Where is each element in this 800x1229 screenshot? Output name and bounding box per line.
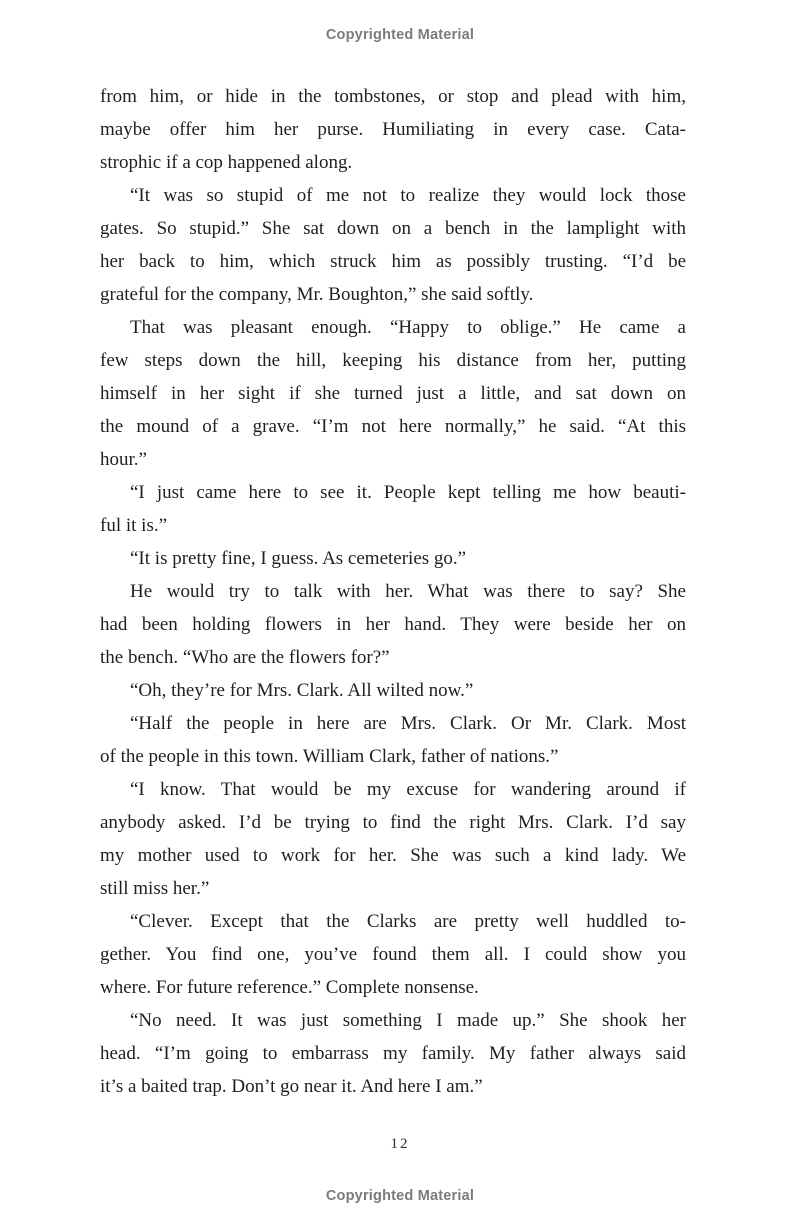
text-line: had been holding flowers in her hand. They were beside her on	[100, 614, 686, 635]
text-line: anybody asked. I’d be trying to find the right Mrs. Clark. I’d say	[100, 812, 686, 833]
text-line: of the people in this town. William Clark, father of nations.”	[100, 746, 559, 767]
text-line: “I just came here to see it. People kept telling me how beauti-	[130, 482, 686, 503]
text-line: her back to him, which struck him as possibly trusting. “I’d be	[100, 251, 686, 272]
text-line: still miss her.”	[100, 878, 210, 899]
text-line: “It was so stupid of me not to realize they would lock those	[130, 185, 686, 206]
text-line: maybe offer him her purse. Humiliating in every case. Cata-	[100, 119, 686, 140]
text-line: few steps down the hill, keeping his distance from her, putting	[100, 350, 686, 371]
text-line: “Oh, they’re for Mrs. Clark. All wilted now.”	[130, 680, 474, 701]
text-line: ful it is.”	[100, 515, 168, 536]
text-line: himself in her sight if she turned just a little, and sat down on	[100, 383, 686, 404]
text-line: gates. So stupid.” She sat down on a bench in the lamplight with	[100, 218, 686, 239]
text-line: where. For future reference.” Complete nonsense.	[100, 977, 479, 998]
text-line: strophic if a cop happened along.	[100, 152, 353, 173]
text-line: He would try to talk with her. What was there to say? She	[130, 581, 686, 602]
text-line: from him, or hide in the tombstones, or stop and plead with him,	[100, 86, 686, 107]
copyright-watermark-bottom: Copyrighted Material	[325, 1188, 475, 1204]
text-line: “Clever. Except that the Clarks are pretty well huddled to-	[130, 911, 686, 932]
text-line: it’s a baited trap. Don’t go near it. And here I am.”	[100, 1076, 483, 1097]
text-line: “I know. That would be my excuse for wandering around if	[130, 779, 686, 800]
text-line: gether. You find one, you’ve found them all. I could show you	[100, 944, 686, 965]
text-line: my mother used to work for her. She was such a kind lady. We	[100, 845, 686, 866]
text-line: hour.”	[100, 449, 147, 470]
copyright-watermark-top: Copyrighted Material	[325, 27, 475, 43]
text-line: “Half the people in here are Mrs. Clark. Or Mr. Clark. Most	[130, 713, 686, 734]
text-line: “It is pretty fine, I guess. As cemeteries go.”	[130, 548, 467, 569]
page-text	[100, 80, 686, 1103]
text-line: the bench. “Who are the flowers for?”	[100, 647, 390, 668]
text-line: grateful for the company, Mr. Boughton,” she said softly.	[100, 284, 534, 305]
page-number: 12	[390, 1136, 410, 1152]
text-line: That was pleasant enough. “Happy to oblige.” He came a	[130, 317, 686, 338]
text-line: head. “I’m going to embarrass my family. My father always said	[100, 1043, 686, 1064]
text-line: “No need. It was just something I made up.” She shook her	[130, 1010, 686, 1031]
text-line: the mound of a grave. “I’m not here normally,” he said. “At this	[100, 416, 686, 437]
